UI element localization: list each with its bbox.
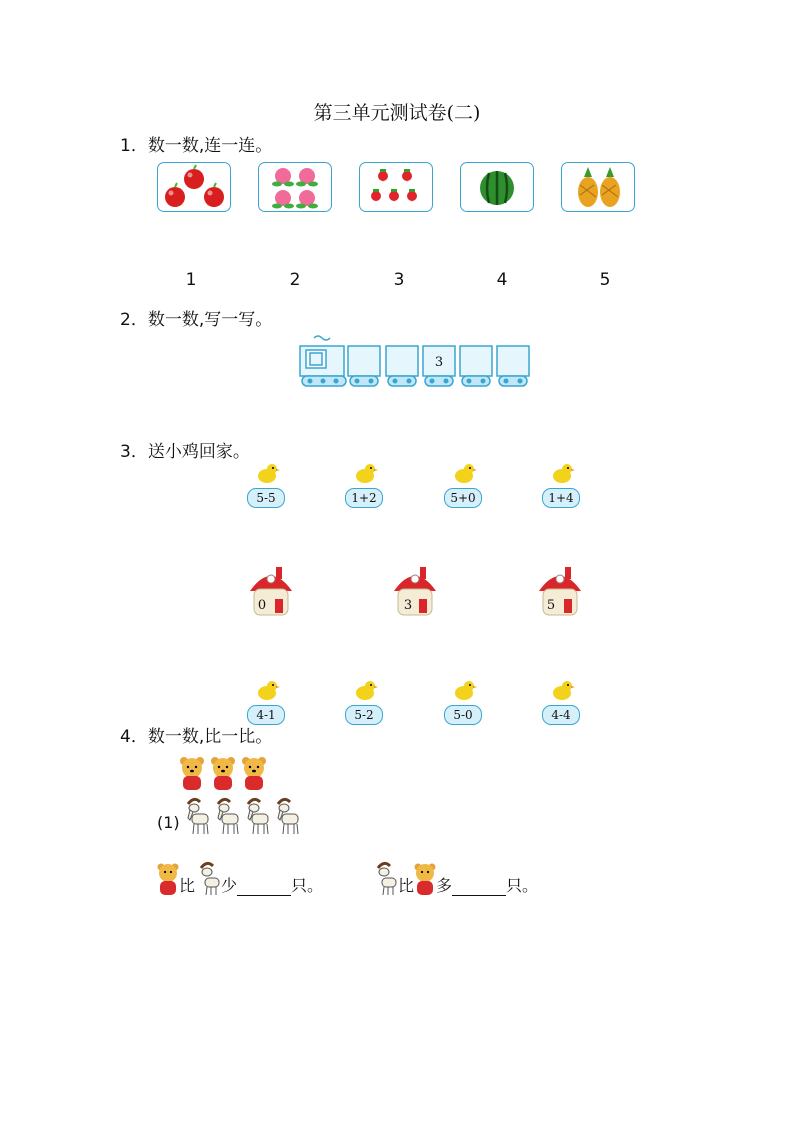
chick-bottom-3[interactable] (444, 679, 484, 725)
chick-top-2[interactable] (345, 462, 385, 508)
chick-icon (345, 679, 385, 701)
house-number: 5 (546, 598, 556, 613)
question-1-label: 1．数一数,连一连。 (120, 136, 273, 156)
chick-expression: 5-2 (345, 705, 383, 725)
chick-top-1[interactable] (247, 462, 287, 508)
fruit-box-peaches (258, 162, 332, 212)
zhi-text: 只。 (291, 876, 324, 895)
zhi-text: 只。 (506, 876, 539, 895)
number-5: 5 (599, 270, 611, 290)
fruit-box-watermelon (460, 162, 534, 212)
fruit-box-apples (157, 162, 231, 212)
answer-blank-2[interactable] (452, 879, 506, 896)
fruit-box-pineapples (561, 162, 635, 212)
house-5[interactable] (535, 565, 585, 617)
bear-icon (414, 862, 436, 896)
chick-top-4[interactable] (542, 462, 582, 508)
house-0[interactable] (246, 565, 296, 617)
train-illustration (298, 330, 534, 392)
chick-bottom-1[interactable] (247, 679, 287, 725)
number-1: 1 (185, 270, 197, 290)
fruit-box-strawberries (359, 162, 433, 212)
bi-text: 比 (398, 876, 415, 895)
chick-expression: 5-0 (444, 705, 482, 725)
train-car-number: 3 (434, 355, 444, 370)
answer-blank-1[interactable] (237, 879, 291, 896)
chick-icon (247, 679, 287, 701)
chick-icon (444, 462, 484, 484)
chick-top-3[interactable] (444, 462, 484, 508)
compare-sentence-1 (157, 860, 323, 896)
house-3[interactable] (390, 565, 440, 617)
bears-illustration (178, 756, 270, 792)
bear-icon (157, 862, 179, 896)
pineapples-icon (562, 163, 634, 211)
chick-bottom-4[interactable] (542, 679, 582, 725)
chick-expression: 5-5 (247, 488, 285, 508)
goats-illustration (180, 796, 302, 836)
chick-expression: 5+0 (444, 488, 482, 508)
chick-expression: 1+4 (542, 488, 580, 508)
goat-icon (195, 860, 221, 896)
question-4-label: 4．数一数,比一比。 (120, 727, 273, 747)
chick-expression: 1+2 (345, 488, 383, 508)
question-2-label: 2．数一数,写一写。 (120, 310, 273, 330)
compare-sentence-2 (372, 860, 538, 896)
number-3: 3 (393, 270, 405, 290)
apples-icon (158, 163, 230, 211)
bear-icon (180, 757, 204, 790)
chick-bottom-2[interactable] (345, 679, 385, 725)
chick-expression: 4-4 (542, 705, 580, 725)
duo-text: 多 (436, 876, 453, 895)
chick-icon (345, 462, 385, 484)
chick-icon (542, 462, 582, 484)
goat-icon (372, 860, 398, 896)
goat-icon (188, 799, 208, 834)
bi-text: 比 (179, 876, 196, 895)
shao-text: 少 (221, 876, 238, 895)
number-4: 4 (496, 270, 508, 290)
strawberries-icon (360, 163, 432, 211)
number-2: 2 (289, 270, 301, 290)
chick-icon (542, 679, 582, 701)
question-3-label: 3．送小鸡回家。 (120, 442, 250, 462)
page-title: 第三单元测试卷(二) (313, 102, 481, 124)
part-1-row (157, 796, 302, 836)
house-number: 3 (403, 598, 413, 613)
chick-expression: 4-1 (247, 705, 285, 725)
part-1-label: (1) (157, 813, 180, 832)
chick-icon (247, 462, 287, 484)
house-number: 0 (257, 598, 267, 613)
chick-icon (444, 679, 484, 701)
watermelon-icon (461, 163, 533, 211)
peaches-icon (259, 163, 331, 211)
bears-row (178, 756, 270, 796)
